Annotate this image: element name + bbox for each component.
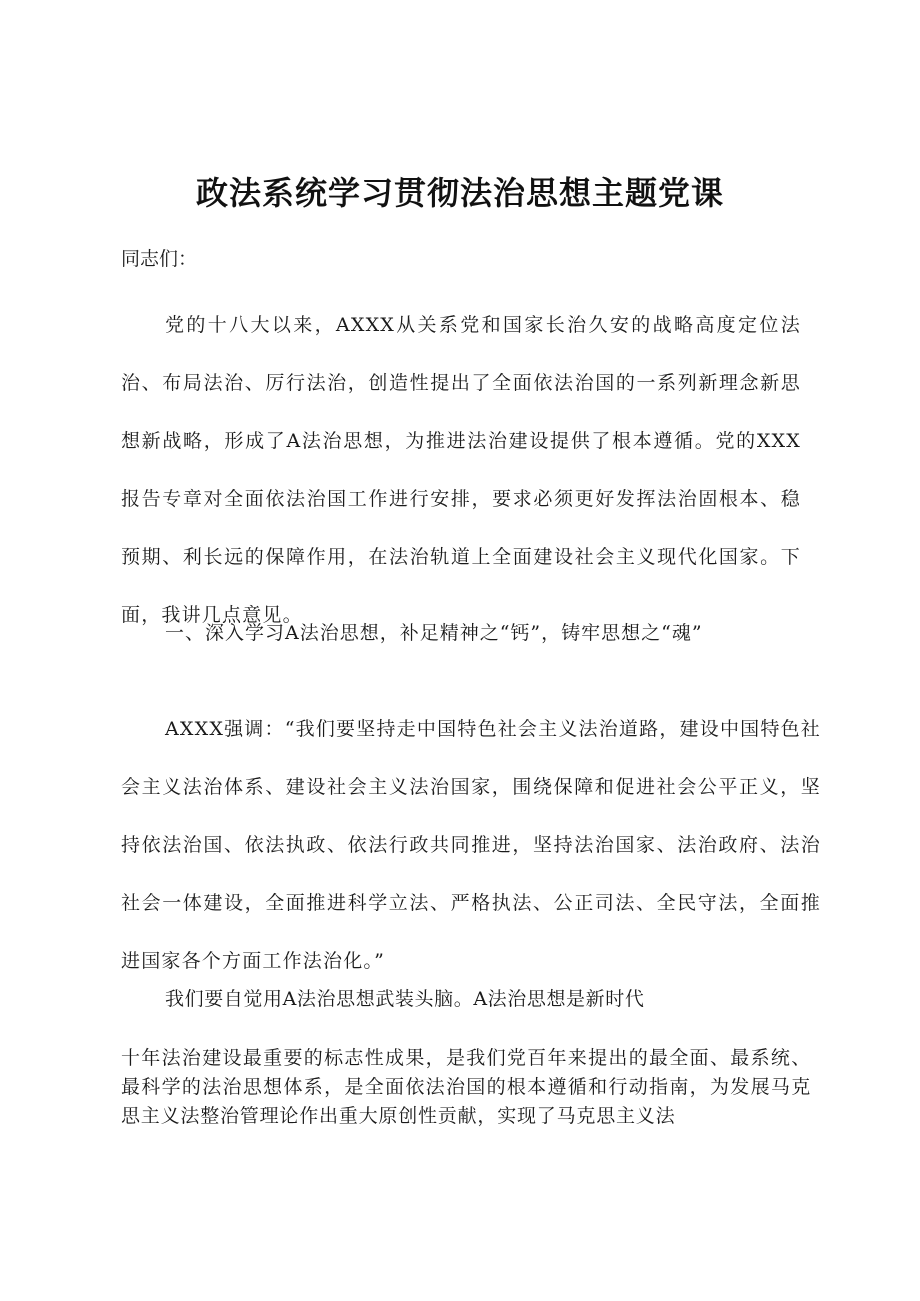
paragraph-intro: 党的十八大以来，AXXX从关系党和国家长治久安的战略高度定位法治、布局法治、厉行法治，创造性提出了全面依法治国的一系列新理念新思想新战略，形成了A法治思想，为推进法治建设提供了根本遵循。党的XXX报告专章对全面依法治国工作进行安排，要求必须更好发挥法治固根本、稳预期、利长远的保障作用，在法治轨道上全面建设社会主义现代化国家。下面，我讲几点意见。 (121, 314, 801, 626)
section-heading-1: 一、深入学习A法治思想，补足精神之“钙”，铸牢思想之“魂” (165, 622, 703, 644)
paragraph-quote: AXXX强调：“我们要坚持走中国特色社会主义法治道路，建设中国特色社会主义法治体系、建设社会主义法治国家，围绕保障和促进社会公平正义，坚持依法治国、依法执政、依法行政共同推进，坚持法治国家、法治政府、法治社会一体建设，全面推进科学立法、严格执法、公正司法、全民守法，全面推进国家各个方面工作法治化。” (121, 718, 821, 972)
document-title: 政法系统学习贯彻法治思想主题党课 (195, 174, 724, 212)
paragraph-continuation: 十年法治建设最重要的标志性成果，是我们党百年来提出的最全面、最系统、最科学的法治思想体系，是全面依法治国的根本遵循和行动指南，为发展马克思主义法整治管理论作出重大原创性贡献，实现了马克思主义法 (121, 1047, 811, 1127)
paragraph-lead: 我们要自觉用A法治思想武装头脑。A法治思想是新时代 (165, 988, 645, 1010)
salutation: 同志们： (121, 248, 198, 270)
